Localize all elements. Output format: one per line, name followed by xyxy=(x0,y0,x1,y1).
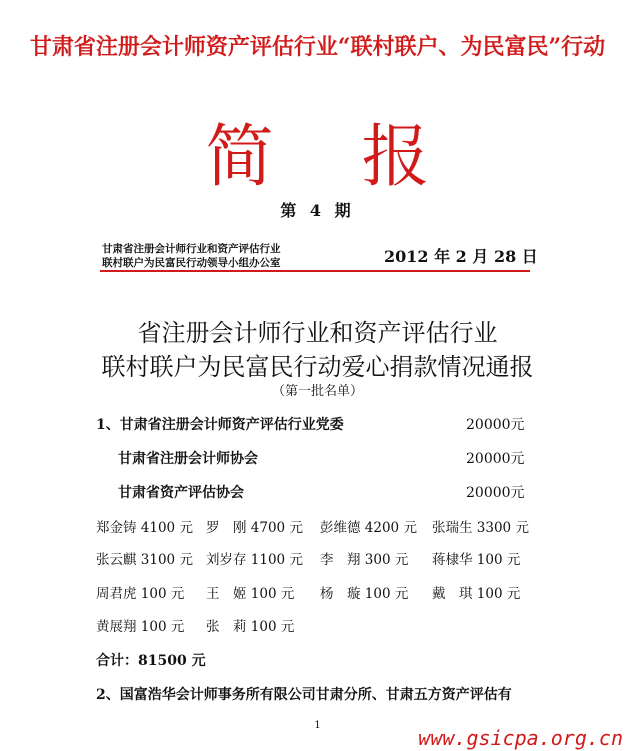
brief-title: 简报 xyxy=(205,118,518,197)
headline-line-1: 省注册会计师行业和资产评估行业 xyxy=(137,319,498,347)
person-donation: 张 莉 100 元 xyxy=(206,619,295,635)
issuer-block xyxy=(102,242,281,270)
issue-number: 第 4 期 xyxy=(280,201,355,220)
org-donation-amount: 20000元 xyxy=(466,417,525,433)
section-2-heading: 2、国富浩华会计师事务所有限公司甘肃分所、甘肃五方资产评估有 xyxy=(96,687,512,703)
org-donation-amount: 20000元 xyxy=(466,451,525,467)
person-donation: 王 姬 100 元 xyxy=(206,586,295,602)
person-donation: 戴 琪 100 元 xyxy=(432,586,521,602)
person-donation: 刘岁存 1100 元 xyxy=(206,552,303,568)
header-divider xyxy=(100,270,530,272)
person-donation: 周君虎 100 元 xyxy=(96,586,185,602)
org-donation-label: 甘肃省资产评估协会 xyxy=(118,485,244,501)
person-donation: 蒋棣华 100 元 xyxy=(432,552,521,568)
person-donation: 彭维德 4200 元 xyxy=(320,520,417,536)
org-donation-label: 甘肃省注册会计师协会 xyxy=(118,451,258,467)
person-donation: 罗 刚 4700 元 xyxy=(206,520,303,536)
headline-line-2: 联村联户为民富民行动爱心捐款情况通报 xyxy=(101,353,534,381)
org-donation-amount: 20000元 xyxy=(466,485,525,501)
org-donation-label: 1、甘肃省注册会计师资产评估行业党委 xyxy=(96,417,344,433)
person-donation: 张瑞生 3300 元 xyxy=(432,520,529,536)
site-watermark: www.gsicpa.org.cn xyxy=(418,726,623,750)
person-donation: 黄展翔 100 元 xyxy=(96,619,185,635)
issuer-line-1: 甘肃省注册会计师行业和资产评估行业 xyxy=(102,243,281,255)
person-donation: 张云麒 3100 元 xyxy=(96,552,193,568)
donation-total: 合计：81500 元 xyxy=(96,653,206,669)
person-donation: 郑金铸 4100 元 xyxy=(96,520,193,536)
top-title: 甘肃省注册会计师资产评估行业“联村联户、为民富民”行动 xyxy=(29,34,606,60)
person-donation: 杨 璇 100 元 xyxy=(320,586,409,602)
issue-date: 2012 年 2 月 28 日 xyxy=(384,247,538,266)
page-number: 1 xyxy=(314,720,321,731)
subhead: （第一批名单） xyxy=(271,384,363,399)
person-donation: 李 翔 300 元 xyxy=(320,552,409,568)
issuer-line-2: 联村联户为民富民行动领导小组办公室 xyxy=(102,257,281,269)
